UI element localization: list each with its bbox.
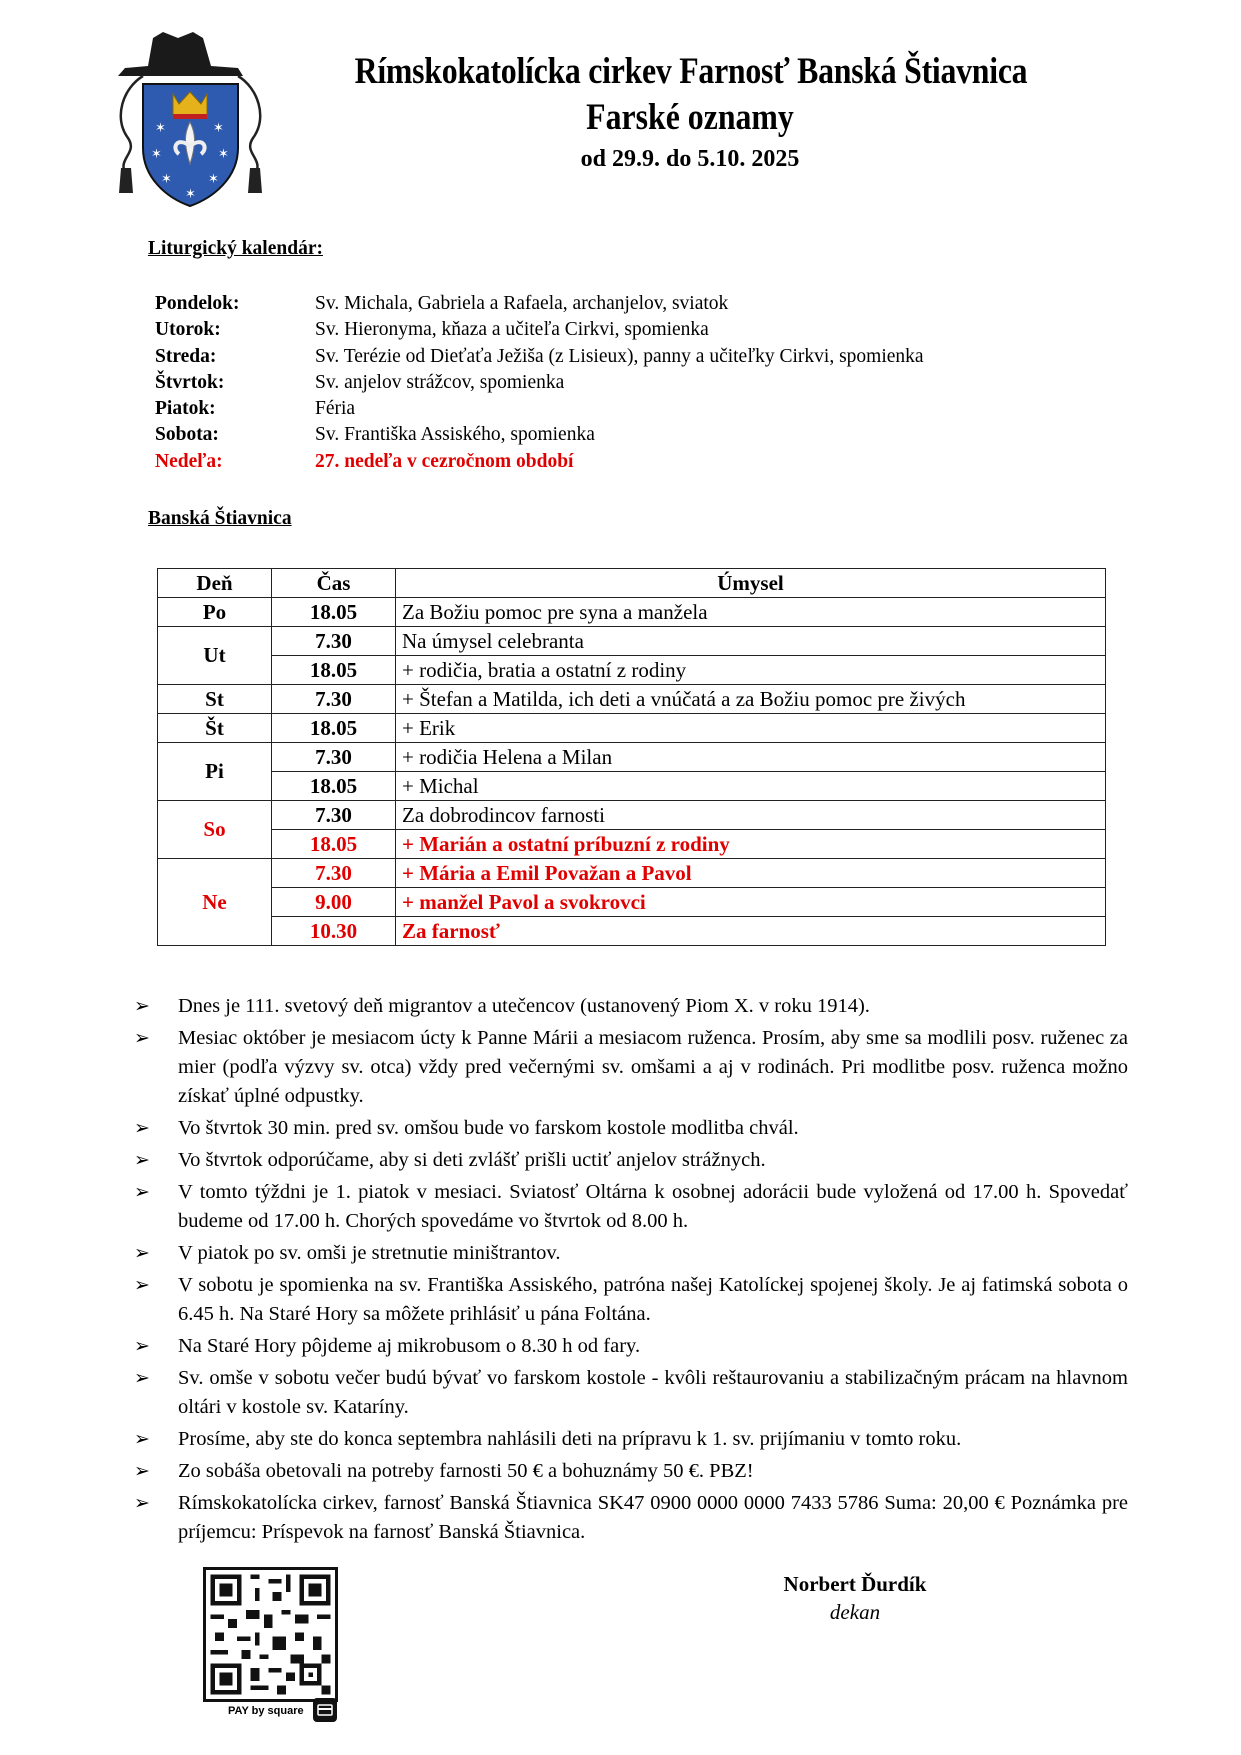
list-item — [134, 1178, 1128, 1236]
calendar-feast: Sv. Hieronyma, kňaza a učiteľa Cirkvi, spomienka — [315, 319, 709, 341]
svg-text:✶: ✶ — [151, 147, 162, 162]
arrowhead-bullet-icon: ➢ — [134, 1429, 150, 1450]
calendar-row — [155, 396, 924, 422]
list-item — [134, 1457, 1128, 1486]
list-item — [134, 1271, 1128, 1329]
announcement-text: V sobotu je spomienka na sv. Františka Assiského, patróna našej Katolíckej spojenej školy. Je aj fatimská sobota o 6.45 h. Na Staré Hory sa môžete prihlásiť u pána Foltána. — [178, 1274, 1128, 1325]
day-cell: St — [158, 685, 272, 714]
schedule-heading: Banská Štiavnica — [148, 508, 292, 529]
column-header-intention: Úmysel — [396, 569, 1106, 598]
svg-text:✶: ✶ — [185, 187, 196, 202]
arrowhead-bullet-icon: ➢ — [134, 1461, 150, 1482]
intention-cell: + Štefan a Matilda, ich deti a vnúčatá a za Božiu pomoc pre živých — [396, 685, 1106, 714]
table-row-highlight — [158, 917, 1106, 946]
announcement-text: Mesiac október je mesiacom úcty k Panne Márii a mesiacom ruženca. Prosím, aby sme sa modlili posv. ruženec za mier (podľa výzvy sv. otca) vždy pred večernými sv. omšami a aj v rodinách. Pri modlitbe posv. ruženca možno získať úplné odpustky. — [178, 1027, 1128, 1107]
list-item — [134, 1024, 1128, 1111]
calendar-feast: Sv. anjelov strážcov, spomienka — [315, 371, 565, 393]
time-cell: 7.30 — [272, 859, 396, 888]
arrowhead-bullet-icon: ➢ — [134, 1368, 150, 1389]
intention-cell: Za Božiu pomoc pre syna a manžela — [396, 598, 1106, 627]
list-item — [134, 1425, 1128, 1454]
table-row — [158, 685, 1106, 714]
calendar-row — [155, 344, 924, 370]
pay-by-square-label: PAY by square — [228, 1705, 304, 1717]
table-row — [158, 772, 1106, 801]
column-header-day: Deň — [158, 569, 272, 598]
table-row — [158, 598, 1106, 627]
calendar-feast: Sv. Terézie od Dieťaťa Ježiša (z Lisieux), panny a učiteľky Cirkvi, spomienka — [315, 345, 924, 367]
announcement-text: V tomto týždni je 1. piatok v mesiaci. Sviatosť Oltárna k osobnej adorácii bude vyložená od 17.00 h. Spovedať budeme od 17.00 h. Chorých spovedáme vo štvrtok od 8.00 h. — [178, 1181, 1128, 1232]
arrowhead-bullet-icon: ➢ — [134, 1118, 150, 1139]
arrowhead-bullet-icon: ➢ — [134, 1150, 150, 1171]
announcement-text: Sv. omše v sobotu večer budú bývať vo farskom kostole - kvôli reštaurovaniu a stabilizačným prácam na hlavnom oltári v kostole sv. Kataríny. — [178, 1367, 1128, 1418]
signatory-name: Norbert Ďurdík — [783, 1572, 927, 1596]
date-range: od 29.9. do 5.10. 2025 — [580, 146, 800, 172]
table-row — [158, 801, 1106, 830]
announcement-text: Dnes je 111. svetový deň migrantov a utečencov (ustanovený Piom X. v roku 1914). — [178, 995, 870, 1017]
intention-cell: + rodičia Helena a Milan — [396, 743, 1106, 772]
announcement-text: Vo štvrtok 30 min. pred sv. omšou bude vo farskom kostole modlitba chvál. — [178, 1117, 799, 1139]
announcement-text: Na Staré Hory pôjdeme aj mikrobusom o 8.30 h od fary. — [178, 1335, 641, 1357]
calendar-row-sunday — [155, 449, 924, 475]
parish-coat-of-arms-icon — [103, 28, 278, 208]
day-cell: Ut — [158, 627, 272, 685]
calendar-day: Streda: — [155, 345, 217, 367]
time-cell: 18.05 — [272, 714, 396, 743]
arrowhead-bullet-icon: ➢ — [134, 996, 150, 1017]
calendar-row — [155, 370, 924, 396]
intention-cell: Na úmysel celebranta — [396, 627, 1106, 656]
table-header-row — [158, 569, 1106, 598]
time-cell: 7.30 — [272, 801, 396, 830]
calendar-feast: Sv. Františka Assiského, spomienka — [315, 424, 595, 446]
calendar-day: Utorok: — [155, 319, 221, 341]
time-cell: 18.05 — [272, 656, 396, 685]
list-item — [134, 1364, 1128, 1422]
arrowhead-bullet-icon: ➢ — [134, 1028, 150, 1049]
table-row — [158, 714, 1106, 743]
signatory-role: dekan — [829, 1600, 881, 1624]
mass-schedule-table — [157, 568, 1106, 946]
calendar-day: Piatok: — [155, 398, 216, 420]
svg-text:✶: ✶ — [213, 121, 224, 136]
day-cell: Št — [158, 714, 272, 743]
document-header — [300, 50, 1080, 174]
calendar-day: Nedeľa: — [155, 450, 223, 472]
list-item — [134, 1489, 1128, 1547]
payment-card-icon — [313, 1698, 337, 1722]
intention-cell: + Michal — [396, 772, 1106, 801]
intention-cell: + Erik — [396, 714, 1106, 743]
signature-block — [745, 1570, 965, 1626]
list-item — [134, 1146, 1128, 1175]
arrowhead-bullet-icon: ➢ — [134, 1275, 150, 1296]
svg-text:✶: ✶ — [161, 172, 172, 187]
time-cell: 7.30 — [272, 627, 396, 656]
announcement-text: Vo štvrtok odporúčame, aby si deti zvlášť prišli uctiť anjelov strážnych. — [178, 1149, 766, 1171]
svg-text:✶: ✶ — [208, 172, 219, 187]
day-cell: Pi — [158, 743, 272, 801]
table-row-highlight — [158, 859, 1106, 888]
calendar-day: Štvrtok: — [155, 371, 225, 393]
table-row-highlight — [158, 830, 1106, 859]
calendar-day: Pondelok: — [155, 293, 240, 314]
intention-cell: Za dobrodincov farnosti — [396, 801, 1106, 830]
page-title: Rímskokatolícka cirkev Farnosť Banská Štiavnica — [354, 51, 1028, 92]
time-cell: 7.30 — [272, 685, 396, 714]
time-cell: 10.30 — [272, 917, 396, 946]
time-cell: 18.05 — [272, 598, 396, 627]
table-row — [158, 656, 1106, 685]
table-row — [158, 743, 1106, 772]
intention-cell: + rodičia, bratia a ostatní z rodiny — [396, 656, 1106, 685]
announcements-list — [134, 992, 1128, 1550]
calendar-feast: Sv. Michala, Gabriela a Rafaela, archanjelov, sviatok — [315, 293, 729, 314]
intention-cell: Za farnosť — [396, 917, 1106, 946]
intention-cell: + Mária a Emil Považan a Pavol — [396, 859, 1106, 888]
calendar-row — [155, 422, 924, 448]
table-row — [158, 627, 1106, 656]
page-subtitle: Farské oznamy — [586, 97, 794, 138]
column-header-time: Čas — [272, 569, 396, 598]
list-item — [134, 992, 1128, 1021]
list-item — [134, 1239, 1128, 1268]
announcement-text: Prosíme, aby ste do konca septembra nahlásili deti na prípravu k 1. sv. prijímaniu v tomto roku. — [178, 1428, 962, 1450]
list-item — [134, 1332, 1128, 1361]
day-cell: Ne — [158, 859, 272, 946]
announcement-text: Zo sobáša obetovali na potreby farnosti 50 € a bohuznámy 50 €. PBZ! — [178, 1460, 754, 1482]
arrowhead-bullet-icon: ➢ — [134, 1336, 150, 1357]
day-cell: Po — [158, 598, 272, 627]
day-cell: So — [158, 801, 272, 859]
liturgical-calendar — [155, 291, 924, 475]
list-item — [134, 1114, 1128, 1143]
intention-cell: + manžel Pavol a svokrovci — [396, 888, 1106, 917]
arrowhead-bullet-icon: ➢ — [134, 1182, 150, 1203]
calendar-row — [155, 291, 924, 317]
announcement-text: Rímskokatolícka cirkev, farnosť Banská Štiavnica SK47 0900 0000 0000 7433 5786 Suma: 20,00 € Poznámka pre príjemcu: Príspevok na farnosť Banská Štiavnica. — [178, 1492, 1128, 1543]
time-cell: 18.05 — [272, 772, 396, 801]
calendar-feast: 27. nedeľa v cezročnom období — [315, 450, 574, 472]
intention-cell: + Marián a ostatní príbuzní z rodiny — [396, 830, 1106, 859]
calendar-feast: Féria — [315, 398, 356, 420]
announcement-text: V piatok po sv. omši je stretnutie miništrantov. — [178, 1242, 561, 1264]
calendar-row — [155, 317, 924, 343]
svg-text:✶: ✶ — [218, 147, 229, 162]
arrowhead-bullet-icon: ➢ — [134, 1493, 150, 1514]
time-cell: 7.30 — [272, 743, 396, 772]
liturgical-calendar-heading: Liturgický kalendár: — [148, 238, 323, 259]
arrowhead-bullet-icon: ➢ — [134, 1243, 150, 1264]
time-cell: 9.00 — [272, 888, 396, 917]
svg-text:✶: ✶ — [155, 121, 166, 136]
table-row-highlight — [158, 888, 1106, 917]
time-cell: 18.05 — [272, 830, 396, 859]
qr-code-icon — [203, 1567, 338, 1702]
calendar-day: Sobota: — [155, 424, 219, 446]
